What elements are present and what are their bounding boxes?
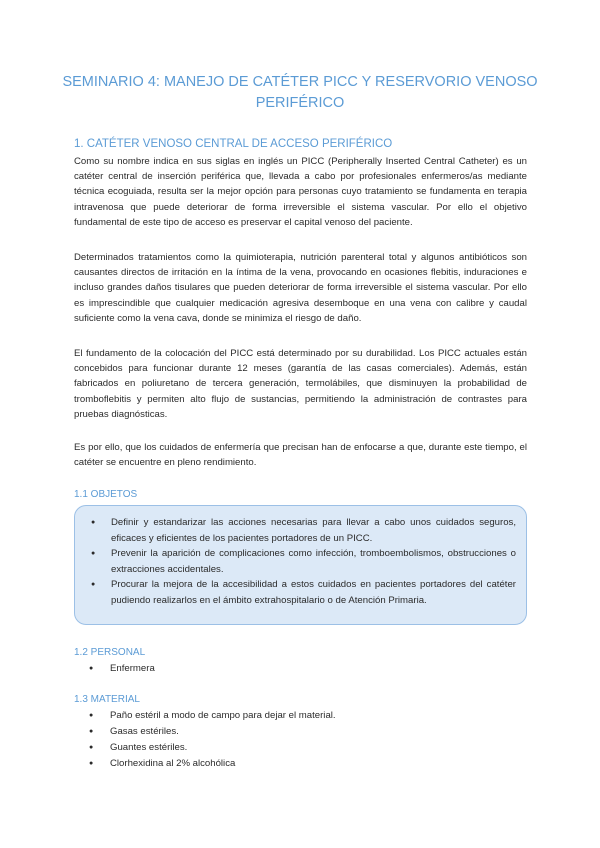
section-heading-picc: 1. CATÉTER VENOSO CENTRAL DE ACCESO PERIFÉRICO	[74, 138, 393, 150]
list-item: ● Gasas estériles.	[86, 724, 336, 740]
section-heading-personal: 1.2 PERSONAL	[74, 647, 146, 658]
paragraph-treatments: Determinados tratamientos como la quimioterapia, nutrición parenteral total y algunos antibióticos son causantes directos de irritación en la íntima de la vena, provocando en ocasiones flebitis, induraciones e incluso grandes daños tisulares que pueden deteriorar de forma irreversible el sistema vascular. Por ello es imprescindible que cualquier medicación agresiva desemboque en una vena con calibre y caudal suficiente como la vena cava, donde se minimiza el riesgo de daño.	[74, 252, 527, 324]
paragraph-durability: El fundamento de la colocación del PICC está determinado por su durabilidad. Los PICC actuales están concebidos para funcionar durante 12 meses (garantía de las casas comerciales). Además, están fabricados en poliuretano de tercera generación, termolábiles, que disminuyen la probabilidad de tromboflebitis y permiten alto flujo de sustancias, permitiendo la administración de contrastes para pruebas diagnósticas.	[74, 348, 527, 420]
objective-item: ● Prevenir la aparición de complicaciones como infección, tromboembolismos, obstrucciones o extracciones accidentales.	[87, 546, 516, 577]
list-item: ● Paño estéril a modo de campo para dejar el material.	[86, 708, 336, 724]
section-heading-objetos: 1.1 OBJETOS	[74, 489, 138, 500]
list-item: ● Enfermera	[86, 661, 155, 677]
document-title: SEMINARIO 4: MANEJO DE CATÉTER PICC Y RESERVORIO VENOSO PERIFÉRICO	[62, 74, 538, 111]
list-item: ● Clorhexidina al 2% alcohólica	[86, 756, 336, 772]
section-heading-material: 1.3 MATERIAL	[74, 694, 140, 705]
objective-item: ● Procurar la mejora de la accesibilidad a estos cuidados en pacientes portadores del catéter pudiendo realizarlos en el ámbito extrahospitalario o de Atención Primaria.	[87, 577, 516, 608]
material-list	[86, 708, 336, 772]
objectives-list	[75, 506, 526, 609]
paragraph-nursing-care: Es por ello, que los cuidados de enfermería que precisan han de enfocarse a que, durante este tiempo, el catéter se encuentre en pleno rendimiento.	[74, 442, 527, 469]
list-item: ● Guantes estériles.	[86, 740, 336, 756]
paragraph-intro: Como su nombre indica en sus siglas en inglés un PICC (Peripherally Inserted Central Catheter) es un catéter central de inserción periférica que, llevada a cabo por profesionales enfermeros/as mediante técnica ecoguiada, resulta ser la mejor opción para personas cuyo tratamiento se fundamenta en terapia intravenosa que puede deteriorar de forma irreversible el sistema vascular. Por ello el objetivo fundamental de este tipo de acceso es preservar el capital venoso del paciente.	[74, 156, 527, 228]
personal-list	[86, 661, 155, 677]
objectives-box	[74, 505, 527, 625]
objective-item: ● Definir y estandarizar las acciones necesarias para llevar a cabo unos cuidados seguros, eficaces y eficientes de los pacientes portadores de un PICC.	[87, 515, 516, 546]
